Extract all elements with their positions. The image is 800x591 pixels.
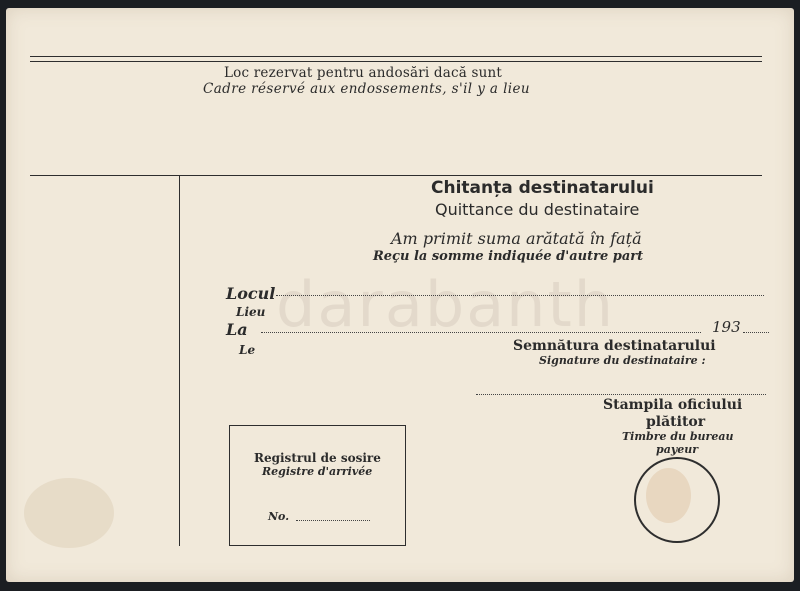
- top-rule-second: [30, 61, 762, 62]
- register-number-fill-line: [296, 520, 370, 521]
- postal-form-card: [6, 8, 794, 582]
- watermark-text: darabanth: [276, 268, 616, 341]
- place-label-fr: Lieu: [236, 305, 266, 319]
- date-fill-line: [261, 332, 701, 333]
- stamp-label-ro-1: Stampila oficiului: [603, 397, 743, 413]
- register-title-fr: Registre d'arrivée: [262, 465, 373, 478]
- received-text-ro: Am primit suma arătată în față: [391, 229, 642, 248]
- signature-label-fr: Signature du destinataire :: [539, 354, 706, 367]
- year-fill-line: [743, 332, 769, 333]
- date-label-fr: Le: [239, 343, 256, 357]
- section-divider: [30, 175, 762, 176]
- register-number-label: No.: [268, 510, 290, 523]
- paper-stain: [24, 478, 114, 548]
- left-column-divider: [179, 175, 180, 546]
- stamp-label-ro-2: plătitor: [646, 414, 706, 430]
- date-label-ro: La: [226, 320, 248, 339]
- register-title-ro: Registrul de sosire: [254, 451, 381, 465]
- receipt-title-fr: Quittance du destinataire: [435, 200, 640, 219]
- receipt-title-ro: Chitanța destinatarului: [431, 178, 654, 198]
- stamp-label-fr-2: payeur: [656, 443, 699, 456]
- signature-label-ro: Semnătura destinatarului: [513, 338, 716, 354]
- year-prefix: 193: [712, 318, 741, 336]
- place-fill-line: [276, 295, 764, 296]
- received-text-fr: Reçu la somme indiquée d'autre part: [373, 249, 644, 264]
- endorsement-text-fr: Cadre réservé aux endossements, s'il y a lieu: [203, 81, 530, 97]
- endorsement-text-ro: Loc rezervat pentru andosări dacă sunt: [224, 65, 503, 81]
- register-box: [229, 425, 406, 546]
- top-rule: [30, 56, 762, 57]
- signature-fill-line: [476, 394, 766, 395]
- stamp-label-fr-1: Timbre du bureau: [622, 430, 734, 443]
- place-label-ro: Locul: [226, 284, 276, 303]
- stamp-circle: [634, 457, 720, 543]
